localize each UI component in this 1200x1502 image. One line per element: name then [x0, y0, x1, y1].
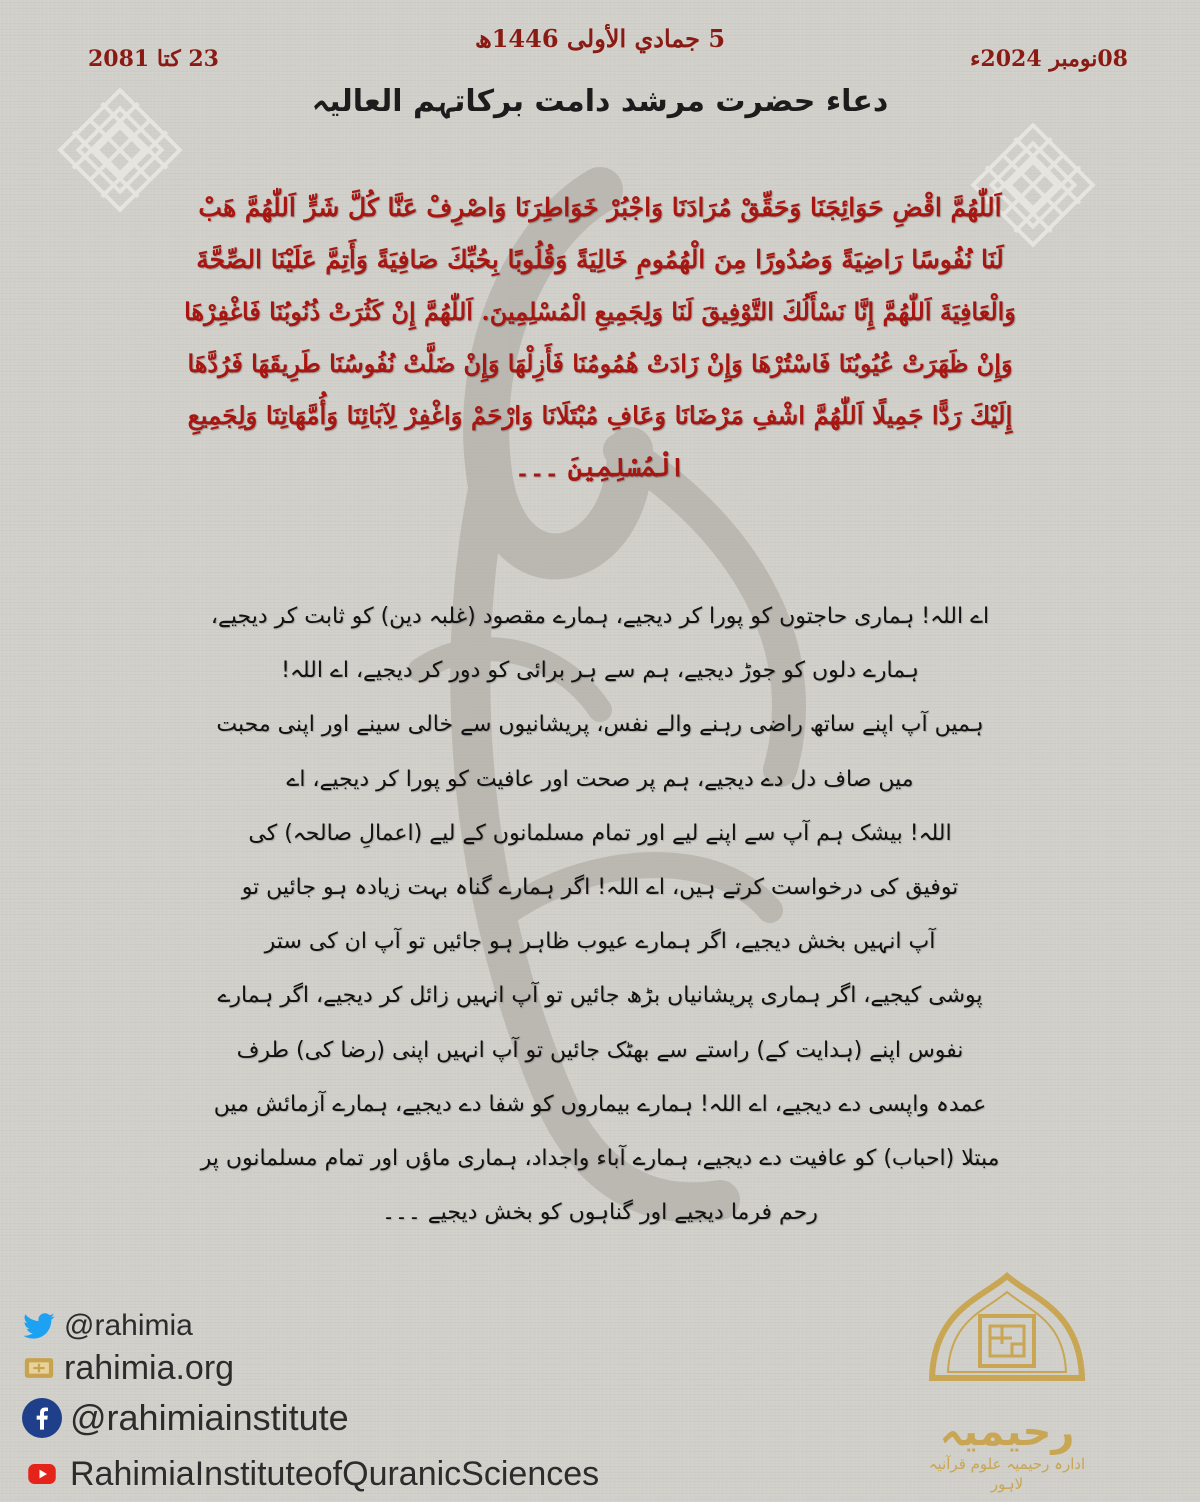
- arabic-dua-line: لَنَا نُفُوسًا رَاضِيَةً وَصُدُورًا مِنَ الْھُمُومِ خَالِيَةً وَقُلُوبًا بِحُبِّكَ صَافِيَةً وَأَتِمَّ عَلَيْنَا الصِّحَّةَ: [196, 245, 1004, 274]
- urdu-translation: [150, 590, 1050, 1240]
- facebook-link[interactable]: [22, 1390, 662, 1446]
- page-title: دعاء حضرت مرشد دامت برکاتہم العالیہ: [311, 84, 889, 119]
- youtube-icon: [22, 1459, 62, 1489]
- twitter-icon: [22, 1309, 56, 1343]
- gregorian-date: 08نومبر 2024ء: [970, 46, 1128, 72]
- urdu-translation-line: اے اللہ! ہماری حاجتوں کو پورا کر دیجیے، ہمارے مقصود (غلبہ دین) کو ثابت کر دیجیے،: [210, 604, 990, 629]
- arabic-dua-line: وَالْعَافِيَةَ اَللّٰھُمَّ إِنَّا نَسْأَلُكَ التَّوْفِيقَ لَنَا وَلِجَمِيعِ الْمُسْلِمِينَ. اَللّٰھُمَّ إِنْ كَثُرَتْ ذُنُوبُنَا فَاغْفِرْھَا: [184, 297, 1016, 326]
- urdu-translation-line: نفوس اپنے (ہدایت کے) راستے سے بھٹک جائیں تو آپ انہیں اپنی (رضا کی) طرف: [236, 1037, 964, 1063]
- website-url: rahimia.org: [64, 1348, 235, 1387]
- logo-subtitle: ادارہ رحیمیہ علوم قرآنیہ لاہور: [928, 1455, 1086, 1493]
- website-link[interactable]: [22, 1346, 662, 1390]
- urdu-translation-line: میں صاف دل دے دیجیے، ہم پر صحت اور عافیت کو پورا کر دیجیے، اے: [286, 766, 914, 792]
- logo-name: رحیمیہ: [939, 1409, 1075, 1455]
- bikrami-date: 23 کتا 2081: [88, 46, 219, 72]
- urdu-translation-line: رحم فرما دیجیے اور گناہوں کو بخش دیجیے ۔۔۔: [382, 1200, 818, 1226]
- twitter-handle: @rahimia: [64, 1309, 193, 1342]
- youtube-channel: RahimiaInstituteofQuranicSciences: [70, 1454, 600, 1493]
- youtube-link[interactable]: [22, 1446, 662, 1502]
- facebook-icon: [22, 1398, 62, 1438]
- urdu-translation-line: توفیق کی درخواست کرتے ہیں، اے اللہ! اگر ہمارے گناہ بہت زیادہ ہو جائیں تو: [241, 874, 959, 900]
- arabic-dua-line: وَإِنْ ظَھَرَتْ عُيُوبُنَا فَاسْتُرْھَا وَإِنْ زَادَتْ ھُمُومُنَا فَأَزِلْھَا وَإِنْ ضَلَّتْ نُفُوسُنَا طَرِيقَھَا فَرُدَّھَا: [187, 349, 1013, 378]
- arabic-dua-line: إِلَيْكَ رَدًّا جَمِيلًا اَللّٰھُمَّ اشْفِ مَرْضَانَا وَعَافِ مُبْتَلَانَا وَارْحَمْ وَاغْفِرْ لِآبَائِنَا وَأُمَّھَاتِنَا وَلِجَمِيعِ: [187, 401, 1013, 430]
- hijri-date: 5 جمادي الأولى 1446ھ: [474, 24, 726, 53]
- urdu-translation-line: ہمارے دلوں کو جوڑ دیجیے، ہم سے ہر برائی کو دور کر دیجیے، اے اللہ!: [281, 658, 919, 684]
- urdu-translation-line: اللہ! بیشک ہم آپ سے اپنے لیے اور تمام مسلمانوں کے لیے (اعمالِ صالحہ) کی: [248, 820, 952, 846]
- twitter-link[interactable]: [22, 1306, 662, 1346]
- social-links: [22, 1306, 662, 1502]
- arabic-dua: [180, 182, 1020, 494]
- urdu-translation-line: عمدہ واپسی دے دیجیے، اے اللہ! ہمارے بیماروں کو شفا دے دیجیے، ہمارے آزمائش میں: [213, 1091, 987, 1117]
- urdu-translation-line: آپ انہیں بخش دیجیے، اگر ہمارے عیوب ظاہر ہو جائیں تو آپ ان کی ستر: [264, 929, 936, 955]
- web-icon: [22, 1351, 56, 1385]
- urdu-translation-line: مبتلا (احباب) کو عافیت دے دیجیے، ہمارے آباء واجداد، ہماری ماؤں اور تمام مسلمانوں پر: [200, 1145, 1000, 1171]
- urdu-translation-line: ہمیں آپ اپنے ساتھ راضی رہنے والے نفس، پریشانیوں سے خالی سینے اور اپنی محبت: [216, 712, 984, 738]
- arabic-dua-line: اَللّٰھُمَّ اقْضِ حَوَائِجَنَا وَحَقِّقْ مُرَادَنَا وَاجْبُرْ خَوَاطِرَنَا وَاصْرِفْ عَنَّا كُلَّ شَرٍّ اَللّٰھُمَّ ھَبْ: [198, 193, 1002, 222]
- arabic-dua-line: الْمُسْلِمِينَ ۔۔۔: [515, 453, 685, 482]
- facebook-handle: @rahimiainstitute: [70, 1397, 349, 1438]
- institute-logo-text: [912, 1410, 1102, 1494]
- urdu-translation-line: پوشی کیجیے، اگر ہماری پریشانیاں بڑھ جائیں تو آپ انہیں زائل کر دیجیے، اگر ہمارے: [217, 983, 983, 1009]
